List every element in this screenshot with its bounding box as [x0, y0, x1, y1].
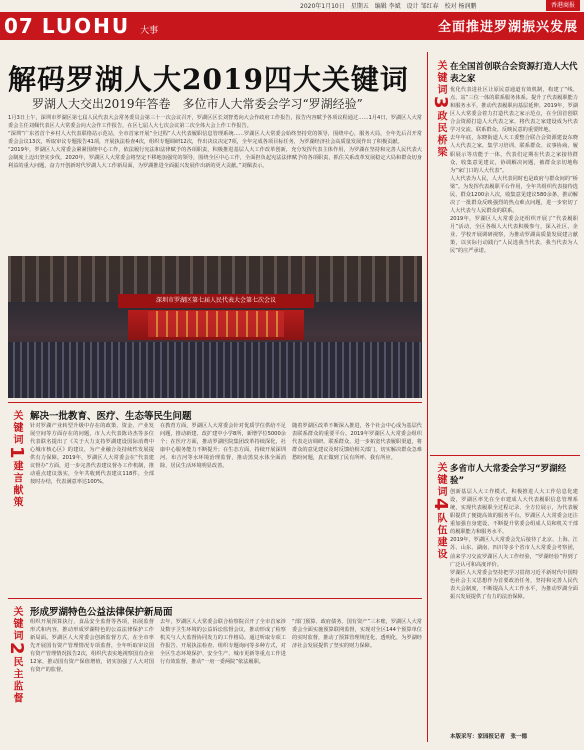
kw3-number: 3: [430, 96, 451, 111]
photo-banner: 深圳市罗湖区第七届人民代表大会第七次会议: [118, 294, 314, 308]
editor-credit: 编辑 李斌: [374, 3, 401, 10]
kw1-label: [6, 410, 27, 509]
kw2-label: [6, 606, 27, 705]
kw1-col-a: [30, 422, 154, 594]
photo-audience: [8, 342, 422, 398]
kw2-word: 民主监督: [11, 656, 22, 705]
kw3-word: 政民桥梁: [435, 110, 446, 159]
kw2-title: 形成罗湖特色公益法律保护新局面: [30, 607, 173, 618]
kw3-paragraph: 人大代表为人民，人大代表同时也是政府与群众间的“桥梁”。为发挥代表履职平台作用，全年共组织代表接待选民、群众1200余人次，收集意见建议580余条，推动解决了一批群众反映强烈的热点难点问题，进一步密切了人大代表与人民群众的联系。: [450, 175, 578, 214]
author-credit: 本版采写：家园报记者 张一德: [450, 734, 528, 740]
issue-date: 2020年1月10日: [300, 3, 345, 10]
kw4-paragraph: 罗湖区人大常委会坚持把学习贯彻习近平新时代中国特色社会主义思想作为首要政治任务，坚持和完善人民代表大会制度，不断提高人大工作水平，为推动罗湖全面振兴发展提供了有力的法治保障。: [450, 569, 578, 600]
kw2-paragraph: “部门预算、政府债务、国有资产”三本账，罗湖区人大常委会全面实施预算联网监督，实现对全区144个预算单位的实时监督，推动了预算管理规范化、透明化，为罗湖经济社会发展提供了坚实的财力保障。: [292, 619, 422, 650]
meeting-photo: [8, 256, 422, 398]
kw1-label-text: 关键词: [11, 410, 22, 446]
kw1-title: 解决一批教育、医疗、生态等民生问题: [30, 411, 192, 422]
brand-logo: 香港商报: [546, 0, 580, 11]
kw2-col-c: [292, 618, 422, 742]
intro-paragraph: 1月3日上午，深圳市罗湖区第七届人民代表大会常务委员会第三十一次会议召开，罗湖区区长刘智勇向大会作政府工作报告，报告内容赋予各项议程通过……1月4日，罗湖区人大常委会主任刘佩代表区人大常委会向大会作工作报告，在区七届人大七次会议第二次全体大会上作工作报告。: [8, 115, 422, 130]
kw4-label: [430, 462, 451, 561]
kw4-number: 4: [430, 498, 451, 513]
header-slogan: 全面推进罗湖振兴发展: [437, 20, 578, 35]
kw1-number: 1: [6, 446, 27, 461]
kw2-paragraph: 去年，罗湖区人大常委会联合检察院召开了全市首家涉及数字卫生环境的公益诉讼监督会议，推动形成了检察机关与人大监督协同发力的工作格局。通过听取专项工作报告、开展执法检查、组织专题询问等多种方式，对全区生态环境保护、安全生产、城市更新等重点工作进行有效监督，推动“一府一委两院”依法履职。: [160, 619, 286, 666]
section-name: LUOHU: [41, 14, 131, 38]
kw3-body: [450, 86, 578, 454]
kw3-paragraph: 优化代表进社区让原民意通道有效机制，构建了“线、点、站”三位一体的联系服务体系。提升了代表履职能力和服务水平，推动代表履职向基层延伸。2019年，罗湖区人大常委会着力打造代表之家示范点，在全国首创联合会资源打造人大代表之家，将代表之家建设成为代表学习交流、联系群众、反映民意的重要阵地。: [450, 87, 578, 134]
kw2-label-text: 关键词: [11, 606, 22, 642]
kw3-paragraph: 去年年底，东晓街道人大工委整合联合会资源建设东晓人大代表之家，集学习培训、联系群众、议事协商、履职展示等功能于一体，代表们定期在代表之家接待群众，收集意见建议，协调解决问题，被群众亲切地称为“家门口的人大代表”。: [450, 135, 578, 174]
kw1-word: 建言献策: [11, 460, 22, 509]
section-divider: [430, 455, 580, 456]
page-number: 07: [4, 14, 34, 38]
meta-bar: [0, 0, 584, 11]
kw4-body: [450, 488, 578, 726]
kw3-label: [430, 60, 451, 159]
kw3-label-text: 关键词: [435, 60, 446, 96]
intro-paragraph: “深圳”广东省首个乡村人大代表联络站示范站，全市首家开展“全过程”人大代表履职信息管理系统……罗湖区人大常委会始终坚持党的领导，围绕中心，服务大局，全年先后召开常委会会议13次，听取审议专题报告41项，开展执法检查4次，组织专题调研12次，作出决议决定7项，全年完成各项目标任务，为罗湖经济社会高质量发展作出了积极贡献。: [8, 131, 422, 146]
kw1-paragraph: 在教育方面，罗湖区人大常委会针对优质学位供给不足问题，推动新建、改扩建中小学8所，新增学位5000余个；在医疗方面，推动罗湖医院集团改革持续深化，社康中心服务能力不断提升；在生态方面，持续开展深圳河、布吉河等水环境治理监督，推动黑臭水体全面消除，居民生活环境明显改善。: [160, 423, 286, 470]
headline: 解码罗湖人大2019四大关键词: [8, 63, 409, 96]
kw4-title: 多省市人大常委会学习“罗湖经验”: [450, 464, 567, 486]
kw1-paragraph: 随着罗湖区改革不断深入推进，各个社会中心成为基层代表联系群众的重要平台。2019年罗湖区人大常委会组织代表走访调研、联系群众，进一步拓宽代表履职渠道，将群众的意见建议及时反馈给相关部门，切实解决群众急难愁盼问题，真正做到了民有所呼、我有所应。: [292, 423, 422, 462]
kw2-col-a: [30, 618, 154, 742]
kw4-word: 队伍建设: [435, 512, 446, 561]
kw1-col-c: [292, 422, 422, 594]
section-divider: [8, 402, 422, 403]
kw3-title: 在全国首创联合会资源打造人大代表之家: [450, 62, 578, 84]
design-credit: 设计 邹红春: [406, 3, 439, 10]
kw4-paragraph: 2019年，罗湖区人大常委会先后接待了北京、上海、江苏、山东、湖南、四川等多个省市人大常委会考察团，前来学习交流罗湖区人大工作经验，“罗湖经验”得到了广泛认可和高度评价。: [450, 537, 578, 568]
issue-weekday: 星期五: [350, 3, 369, 10]
section-header: [0, 12, 584, 40]
section-divider: [8, 598, 422, 599]
kw1-paragraph: 针对罗湖产业转型升级中存在的政策、资金、产业发展空间等方面存在的问题，市人大代表陈诗杰等多位代表联名提出了《关于大力支持罗湖建设国际消费中心城市核心区》的建议，为产业融合及持续性发展提供有力保障。2019年，罗湖区人大常委会在“代表建议督办”方面，进一步完善代表建议督办工作机制，推动重点建议落实，全年共收到代表建议118件，全部按时办结，代表满意率达100%。: [30, 423, 154, 486]
kw1-col-b: [160, 422, 286, 594]
proof-credit: 校对 杨润鹏: [444, 3, 477, 10]
column-divider: [427, 52, 428, 742]
kw4-label-text: 关键词: [435, 462, 446, 498]
kw2-col-b: [160, 618, 286, 742]
section-sub: 大事: [140, 25, 159, 36]
intro-text: [8, 114, 422, 170]
kw4-paragraph: 创新基层人大工作模式，积极推进人大工作信息化建设，罗湖区率先在全市建成人大代表履职信息管理系统，实现代表履职全过程记录、全方位展示，为代表履职提供了便捷高效的服务平台。罗湖区人大常委会还注重加强自身建设，不断提升常委会组成人员和机关干部的履职能力和服务水平。: [450, 489, 578, 536]
subheadline: 罗湖人大交出2019年答卷 多位市人大常委会学习“罗湖经验”: [32, 97, 363, 111]
intro-paragraph: “2019年，罗湖区人大常委会紧紧围绕中心工作，依法履行宪法和法律赋予的各项职责，积极推进基层人大工作改革创新，充分发挥代表主体作用，为罗湖在坚持和完善人民代表大会制度上迈出坚实步伐。2020年，罗湖区人大常委会将坚定不移地加强党的领导，围绕全区中心工作，全面担负起宪法法律赋予的各项职责，抓住关系改革发展稳定大局和群众切身利益的重大问题，奋力开创新时代罗湖人大工作新局面，为罗湖推进全面振兴发展作出新的更大贡献。”刘佩表示。: [8, 147, 422, 170]
kw2-number: 2: [6, 642, 27, 657]
kw3-paragraph: 2019年，罗湖区人大常委会还组织开展了“代表履职月”活动，全区各级人大代表积极参与，深入社区、企业、学校开展调研视察，为推动罗湖高质量发展建言献策，以实际行动践行“人民选我当代表，我当代表为人民”的庄严承诺。: [450, 216, 578, 255]
kw2-paragraph: 组织开展预算执行、食品安全监督等各项，拓展监督形式和内容，推动形成罗湖特色的公益法律保护工作新局面。罗湖区人大常委会创新监督方式，在全市率先开展国有资产管理情况专项监督，全年听取审议国有资产管理情况报告2次，组织代表实地视察国有企业12家，推动国有资产保值增值，切实加强了人大对国有资产的监督。: [30, 619, 154, 674]
photo-flags: [148, 311, 284, 337]
